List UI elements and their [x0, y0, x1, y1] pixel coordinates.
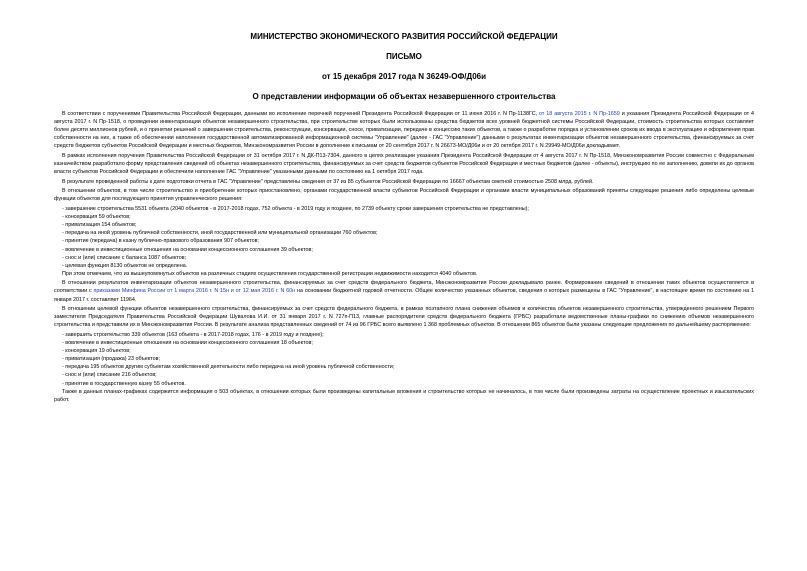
- list-item: - приватизация 154 объектов;: [62, 222, 137, 229]
- paragraph-1-text-b: и указания Президента Российской Федерации от 4 августа 2017 г. N Пр-1518, о проведении инвентаризации объектов незавершенного строительства, при строительстве которых были использованы средства бюджетов всех уровней бюджетной системы Российской Федерации, стоимость строительства которых составляет более десяти миллионов рублей, и о принятии решений о завершении строительства, реконструкции, консервации, сносе, приватизации, передаче в концессию таких объектов, а также о разработке порядка и установлении сроков их ввода в эксплуатацию и оформления прав собственности на них, а также об обеспечении наполнения государственной автоматизированной информационной системы "Управление" (далее - ГАС "Управление") данными о результатах инвентаризации объектов незавершенного строительства, финансируемых за счет средств бюджетов субъектов Российской Федерации и местных бюджетов, Минэкономразвития России в дополнение к письмам от 20 сентября 2017 г. N 26673-МО/Д06и и от 20 октября 2017 г. N 29949-МО/Д06и докладывает.: [54, 111, 754, 150]
- paragraph-4: В отношении объектов, в том числе строительство и приобретение которых приостановлено, органами государственной власти субъектов Российской Федерации и органами власти муниципальных образований приняты следующие решения либо определены целевые функции объектов для последующего принятия управленческого решения:: [54, 188, 754, 203]
- paragraph-6-text-a: В отношении результатов инвентаризации объектов незавершенного строительства, финансируемых за счет средств федерального бюджета, Минэкономразвития России докладывало ранее. Формирование сведений в отношении таких объектов осуществляется в соответствии с: [54, 280, 754, 295]
- list-item: - снос и (или) списание с баланса 1087 объектов;: [62, 254, 187, 261]
- list-item: - консервация 19 объектов;: [62, 348, 131, 355]
- paragraph-8: Также в данных планах-графиках содержится информация о 503 объектах, в отношении которых были произведены капитальные вложения и строительство которых не начиналось, в том числе были произведены затраты на осуществление проектных и изыскательских работ.: [54, 388, 754, 403]
- minfin-orders-link[interactable]: приказами Минфина России от 1 марта 2016 г. N 15н и от 12 мая 2016 г. N 60н: [93, 288, 296, 295]
- document-body: [54, 110, 754, 404]
- list-item: - передача на иной уровень публичной собственности, иной государственной или муниципальной организации 760 объектов;: [62, 230, 378, 237]
- list-item: - консервация 59 объектов;: [62, 214, 131, 221]
- list-item: - принятие в государственную казну 55 объектов.: [62, 380, 186, 387]
- list-item: - вовлечение в инвестиционные отношения на основании концессионного соглашения 39 объектов;: [62, 246, 313, 253]
- list-item: - принятие (передача) в казну публично-правового образования 907 объектов;: [62, 238, 259, 245]
- paragraph-3: В результате проведенной работы к дате подготовки отчета в ГАС "Управление" представлены сведения от 37 из 85 субъектов Российской Федерации по 16667 объектам сметной стоимостью 2508 млрд. рублей.: [62, 178, 594, 185]
- paragraph-5: При этом отмечаем, что из вышеупомянутых объектов на различных стадиях осуществления государственной регистрации недвижимости находится 4040 объектов.: [62, 270, 478, 277]
- document-type: ПИСЬМО: [386, 52, 422, 61]
- ministry-title: МИНИСТЕРСТВО ЭКОНОМИЧЕСКОГО РАЗВИТИЯ РОССИЙСКОЙ ФЕДЕРАЦИИ: [250, 32, 558, 41]
- document-subject: О представлении информации об объектах незавершенного строительства: [252, 92, 556, 101]
- list-item: - приватизация (продажа) 23 объектов;: [62, 356, 160, 363]
- paragraph-6-text-b: на основании бюджетной годовой отчетности. Общее количество указанных объектов, сведения о которых размещены в ГАС "Управление", в настоящее время по состоянию на 1 января 2017 г. составляет 11964.: [54, 288, 754, 303]
- document-date-number: от 15 декабря 2017 года N 36249-ОФ/Д06и: [321, 72, 487, 81]
- presidential-order-link[interactable]: от 18 августа 2015 г. N Пр-1659: [539, 111, 620, 117]
- list-item: - целевая функция 8130 объектов не определена.: [62, 262, 188, 269]
- paragraph-2: В рамках исполнения поручения Правительства Российской Федерации от 31 октября 2017 г. N ДК-П13-7304, данного в целях реализации указания Президента Российской Федерации от 4 августа 2017 г. N Пр-1518, Минэкономразвития России совместно с Федеральным казначейством разработало форму представления сведений об объектах незавершенного строительства, финансируемых за счет средств бюджетов субъектов Российской Федерации и местных бюджетов (далее - объекты), инструкцию по ее заполнению, довели их до органов власти субъектов Российской Федерации и обеспечили наполнение ГАС "Управление" указанными данными по состоянию на 1 октября 2017 года.: [54, 152, 754, 176]
- list-item: - завершить строительство 339 объектов (163 объекта - в 2017-2018 годах, 176 - в 2019 году и позднее);: [62, 331, 324, 338]
- regional-decisions-list: [54, 205, 754, 270]
- list-item: - снос и (или) списание 216 объектов;: [62, 372, 157, 379]
- paragraph-6: [54, 279, 754, 303]
- paragraph-1: [54, 110, 754, 150]
- federal-proposals-list: [54, 331, 754, 388]
- paragraph-7: В отношении целевой функции объектов незавершенного строительства, финансируемых за счет средств федерального бюджета, в рамках поэтапного плана снижения объемов и количества объектов незавершенного строительства, утвержденного решением Первого заместителя Председателя Правительства Российской Федерации Шувалова И.И. от 31 января 2017 г. N 727п-П13, главные распорядители средств федерального бюджета (ГРБС) разработали ведомственные планы-графики по снижению объемов незавершенного строительства и представили их в Минэкономразвития России. В результате анализа представленных сведений от 74 из 96 ГРБС всего выявлено 1 368 проблемных объектов. В отношении 865 объектов были указаны следующие предложения по дальнейшему распоряжению:: [54, 306, 754, 329]
- list-item: - завершение строительства 5531 объекта (2040 объектов - в 2017-2018 годах, 752 объекта - в 2019 году и позднее, по 2739 объекту сроки завершения строительства не представлены);: [62, 206, 529, 213]
- list-item: - передача 195 объектов другим субъектам хозяйственной деятельности либо передача на иной уровень публичной собственности;: [62, 364, 395, 371]
- paragraph-1-text-a: В соответствии с поручениями Правительства Российской Федерации, данными во исполнение перечней поручений Президента Российской Федерации от 11 июня 2016 г. N Пр-1138ГС,: [62, 111, 540, 117]
- document-page: [54, 32, 754, 405]
- list-item: - вовлечение в инвестиционные отношения на основании концессионного соглашения 18 объектов;: [62, 340, 313, 347]
